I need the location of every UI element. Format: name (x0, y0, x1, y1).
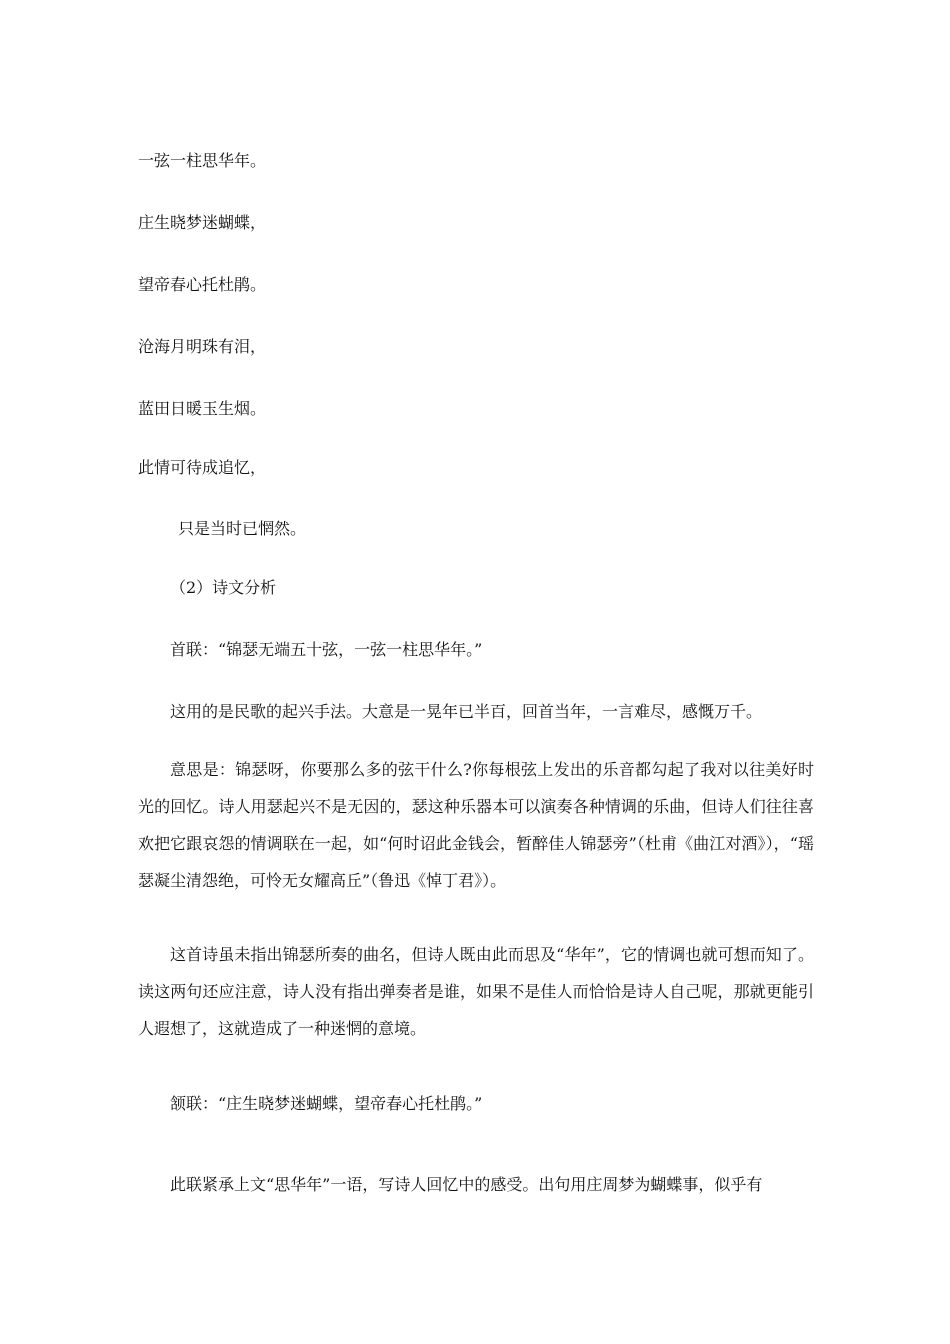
poem-line-7: 只是当时已惘然。 (178, 519, 307, 538)
first-couplet-summary: 这用的是民歌的起兴手法。大意是一晃年已半百，回首当年，一言难尽，感慨万千。 (170, 702, 763, 721)
meaning-paragraph: 意思是：锦瑟呀，你要那么多的弦干什么?你每根弦上发出的乐音都勾起了我对以往美好时光的回忆。诗人用瑟起兴不是无因的，瑟这种乐器本可以演奏各种情调的乐曲，但诗人们往往喜欢把它跟哀怨的情调联在一起，如“何时诏此金钱会，暂醉佳人锦瑟旁”（杜甫《曲江对酒》），“瑶瑟凝尘清怨绝，可怜无女耀高丘”（鲁迅《悼丁君》）。 (138, 760, 814, 890)
section-heading: （2）诗文分析 (170, 578, 277, 597)
poem-line-2: 庄生晓梦迷蝴蝶， (138, 213, 267, 232)
note-paragraph: 这首诗虽未指出锦瑟所奏的曲名，但诗人既由此而思及“华年”，它的情调也就可想而知了。读这两句还应注意，诗人没有指出弹奏者是谁，如果不是佳人而恰恰是诗人自己呢，那就更能引人遐想了，这就造成了一种迷惘的意境。 (138, 945, 814, 1038)
poem-line-5: 蓝田日暖玉生烟。 (138, 399, 267, 418)
second-couplet-label: 颔联：“庄生晓梦迷蝴蝶，望帝春心托杜鹃。” (170, 1094, 483, 1113)
poem-line-4: 沧海月明珠有泪， (138, 337, 267, 356)
poem-line-3: 望帝春心托杜鹃。 (138, 275, 267, 294)
second-couplet-paragraph: 此联紧承上文“思华年”一语，写诗人回忆中的感受。出句用庄周梦为蝴蝶事，似乎有 (170, 1175, 763, 1194)
poem-line-6: 此情可待成追忆， (138, 458, 267, 477)
poem-line-1: 一弦一柱思华年。 (138, 151, 267, 170)
first-couplet-label: 首联：“锦瑟无端五十弦，一弦一柱思华年。” (170, 640, 483, 659)
